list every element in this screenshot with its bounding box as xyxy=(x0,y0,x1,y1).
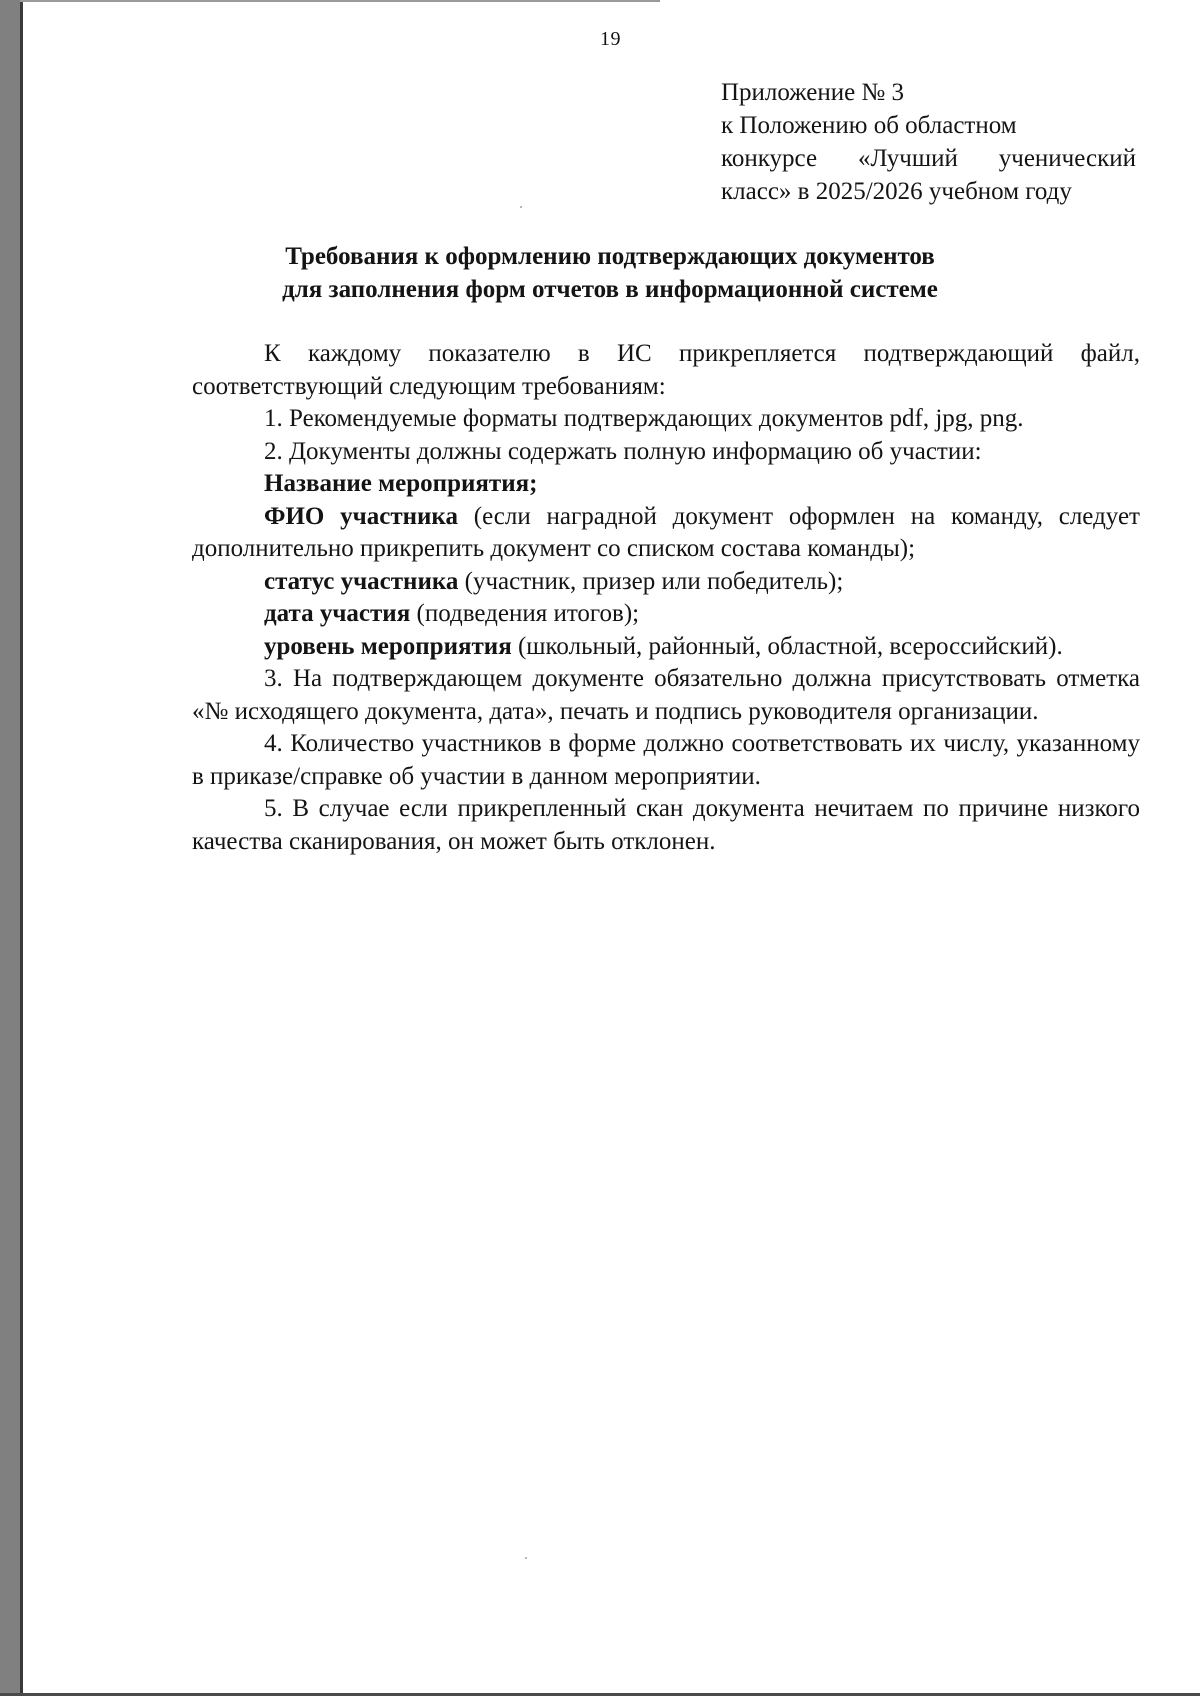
requirement-participation-date xyxy=(192,598,1140,631)
scan-left-border xyxy=(0,0,20,1696)
requirement-item-1: 1. Рекомендуемые форматы подтверждающих документов pdf, jpg, png. xyxy=(264,405,1024,432)
requirement-text: (если наградной документ оформлен на команду, следует дополнительно прикрепить документ со списком состава команды); xyxy=(192,502,1140,562)
requirement-label: уровень мероприятия xyxy=(264,632,512,660)
scan-speck xyxy=(520,206,522,208)
title-line: для заполнения форм отчетов в информационной системе xyxy=(282,276,938,303)
requirement-text: (школьный, районный, областной, всероссийский). xyxy=(511,632,1063,660)
appendix-word: конкурсе xyxy=(721,145,818,172)
scan-left-rule xyxy=(20,0,23,1696)
title-line: Требования к оформлению подтверждающих документов xyxy=(285,243,935,270)
page-number: 19 xyxy=(600,28,621,50)
appendix-line xyxy=(721,142,1136,175)
requirement-item-5: 5. В случае если прикрепленный скан документа нечитаем по причине низкого качества сканирования, он может быть отклонен. xyxy=(192,795,1140,855)
requirement-item-4: 4. Количество участников в форме должно соответствовать их числу, указанному в приказе/справке об участии в данном мероприятии. xyxy=(192,730,1140,790)
requirement-event-level xyxy=(192,631,1140,664)
requirement-participant-fio xyxy=(192,501,1140,566)
requirement-label: статус участника xyxy=(264,567,459,595)
requirement-item-3: 3. На подтверждающем документе обязательно должна присутствовать отметка «№ исходящего документа, дата», печать и подпись руководителя организации. xyxy=(192,665,1140,725)
requirement-label: дата участия xyxy=(264,600,411,627)
intro-paragraph: К каждому показателю в ИС прикрепляется подтверждающий файл, соответствующий следующим требованиям: xyxy=(192,340,1140,400)
requirement-label: ФИО участника xyxy=(264,502,458,530)
scan-speck xyxy=(525,1557,527,1559)
appendix-word: «Лучший xyxy=(857,145,958,172)
requirement-event-name xyxy=(192,468,1140,501)
requirement-label: Название мероприятия; xyxy=(264,470,538,497)
appendix-header xyxy=(721,76,1141,208)
requirement-participant-status xyxy=(192,566,1140,599)
requirement-item-2: 2. Документы должны содержать полную информацию об участии: xyxy=(264,437,982,465)
scan-top-edge xyxy=(20,0,660,2)
requirement-text: (подведения итогов); xyxy=(410,600,640,627)
appendix-line: Приложение № 3 xyxy=(721,79,905,106)
document-title xyxy=(220,240,1000,306)
requirement-text: (участник, призер или победитель); xyxy=(458,567,844,595)
appendix-line: к Положению об областном xyxy=(721,112,1017,139)
document-body xyxy=(192,338,1140,858)
appendix-word: ученический xyxy=(998,145,1136,172)
appendix-line: класс» в 2025/2026 учебном году xyxy=(721,178,1072,205)
